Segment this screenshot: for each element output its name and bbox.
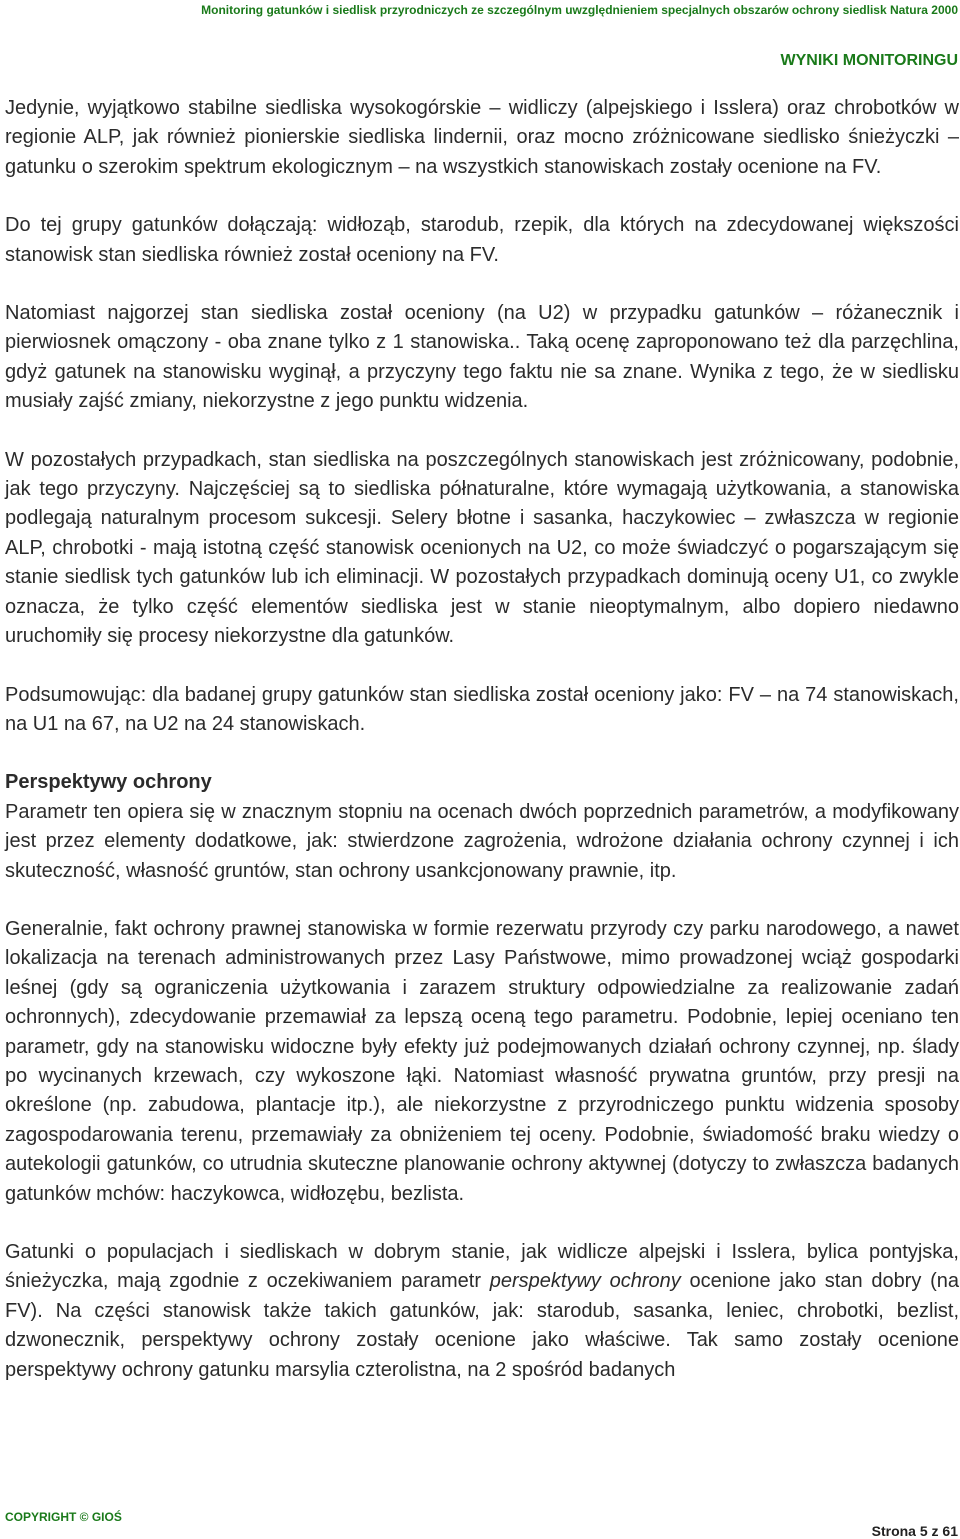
paragraph-8-part-2: ocenione jako stan dobry (na FV). Na części stanowisk także takich gatunków, jak: starodub, sasanka, leniec, chrobotki, bezlist, dzwonecznik, perspektywy ochrony zostały ocenione jako właściwe. Tak samo zostały ocenione perspektywy ochrony gatunku marsylia czterolistna, na 2 spośród badanych xyxy=(5,1270,959,1381)
paragraph-4: W pozostałych przypadkach, stan siedliska na poszczególnych stanowiskach jest zróżnicowany, podobnie, jak tego przyczyny. Najczęściej są to siedliska półnaturalne, które wymagają użytkowania, a stanowiska podlegają naturalnym procesom sukcesji. Selery błotne i sasanka, haczykowiec – zwłaszcza w regionie ALP, chrobotki - mają istotną część stanowisk ocenionych na U2, co może świadczyć o pogarszającym się stanie siedlisk tych gatunków lub ich eliminacji. W pozostałych przypadkach dominują oceny U1, co zwykle oznacza, że tylko część elementów siedliska jest w stanie nieoptymalnym, albo dopiero niedawno uruchomiły się procesy niekorzystne dla gatunków. xyxy=(5,448,959,648)
paragraph-5: Podsumowując: dla badanej grupy gatunków stan siedliska został oceniony jako: FV – na 74 stanowiskach, na U1 na 67, na U2 na 24 stanowiskach. xyxy=(5,683,959,735)
page-number: Strona 5 z 61 xyxy=(871,1523,958,1539)
paragraph-8 xyxy=(5,1238,959,1385)
section-heading-perspektywy: Perspektywy ochrony xyxy=(5,771,212,794)
paragraph-8-emphasis: perspektywy ochrony xyxy=(489,1270,681,1293)
paragraph-3: Natomiast najgorzej stan siedliska został oceniony (na U2) w przypadku gatunków – różanecznik i pierwiosnek omączony - oba znane tylko z 1 stanowiska.. Taką ocenę zaproponowano też dla parzęchlina, gdyż gatunek na stanowisku wyginął, a przyczyny tego faktu nie sa znane. Wynika z tego, że w siedlisku musiały zajść zmiany, niekorzystne z jego punktu widzenia. xyxy=(5,302,959,413)
paragraph-1: Jedynie, wyjątkowo stabilne siedliska wysokogórskie – widliczy (alpejskiego i Isslera) oraz chrobotków w regionie ALP, jak również pionierskie siedliska lindernii, oraz mocno zróżnicowane siedlisko śnieżyczki – gatunku o szerokim spektrum ekologicznym – na wszystkich stanowiskach zostały ocenione na FV. xyxy=(5,97,959,178)
running-header-title: Monitoring gatunków i siedlisk przyrodniczych ze szczególnym uwzględnieniem specjalnych obszarów ochrony siedlisk Natura 2000 xyxy=(201,3,958,17)
document-body xyxy=(5,94,959,1385)
section-title: WYNIKI MONITORINGU xyxy=(780,52,958,69)
copyright-notice: COPYRIGHT © GIOŚ xyxy=(5,1510,122,1524)
paragraph-8-part-1: Gatunki o populacjach i siedliskach w dobrym stanie, jak widlicze alpejski i Isslera, bylica pontyjska, śnieżyczka, mają zgodnie z oczekiwaniem parametr xyxy=(5,1241,959,1293)
paragraph-7: Generalnie, fakt ochrony prawnej stanowiska w formie rezerwatu przyrody czy parku narodowego, a nawet lokalizacja na terenach administrowanych przez Lasy Państwowe, mimo prowadzonej wciąż gospodarki leśnej (gdy są ograniczenia użytkowania i zarazem struktury odpowiedzialne za realizowanie zadań ochronnych), zdecydowanie przemawiał za lepszą oceną tego parametru. Podobnie, lepiej oceniano ten parametr, gdy na stanowisku widoczne były efekty już podejmowanych działań ochrony czynnej, np. ślady po wycinanych krzewach, czy wykoszone łąki. Natomiast własność prywatna gruntów, przy presji na określone (np. zabudowa, plantacje itp.), ale niekorzystne z przyrodniczego punktu widzenia sposoby zagospodarowania terenu, przemawiały za obniżeniem tej oceny. Podobnie, świadomość braku wiedzy o autekologii gatunków, co utrudnia skuteczne planowanie ochrony aktywnej (dotyczy to zwłaszcza badanych gatunków mchów: haczykowca, widłozębu, bezlista. xyxy=(5,917,959,1205)
paragraph-2: Do tej grupy gatunków dołączają: widłoząb, starodub, rzepik, dla których na zdecydowanej większości stanowisk stan siedliska również został oceniony na FV. xyxy=(5,214,959,266)
paragraph-6: Parametr ten opiera się w znacznym stopniu na ocenach dwóch poprzednich parametrów, a modyfikowany jest przez elementy dodatkowe, jak: stwierdzone zagrożenia, wdrożone działania ochrony czynnej i ich skuteczność, własność gruntów, stan ochrony usankcjonowany prawnie, itp. xyxy=(5,800,959,882)
